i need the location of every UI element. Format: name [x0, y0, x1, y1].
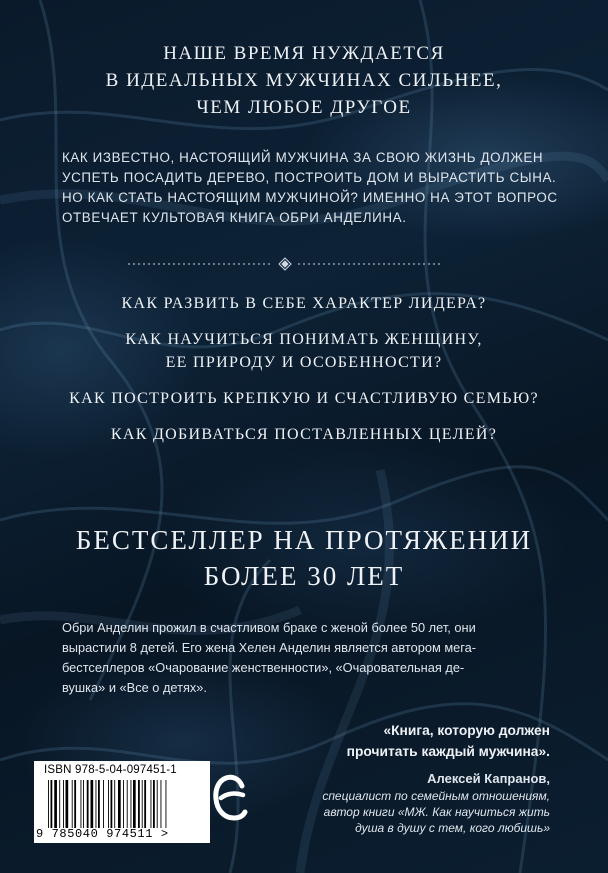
- reviewer-role: специалист по семейным отношениям,: [322, 789, 550, 803]
- bestseller-line: БОЛЕЕ 30 ЛЕТ: [203, 561, 405, 591]
- reviewer-name: Алексей Капранов,: [427, 771, 550, 786]
- review-author: [322, 770, 550, 836]
- headline-line: НАШЕ ВРЕМЯ НУЖДАЕТСЯ: [163, 43, 445, 64]
- ornament-diamond-divider-icon: [0, 256, 608, 272]
- bestseller-line: БЕСТСЕЛЛЕР НА ПРОТЯЖЕНИИ: [75, 525, 533, 555]
- intro-line: НО КАК СТАТЬ НАСТОЯЩИМ МУЖЧИНОЙ? ИМЕННО НА ЭТОТ ВОПРОС: [62, 190, 558, 205]
- headline: [0, 40, 608, 121]
- intro-paragraph: [62, 148, 562, 228]
- questions-list: [0, 292, 608, 459]
- quote-line: прочитать каждый мужчина».: [346, 744, 550, 759]
- bestseller-heading: [0, 522, 608, 594]
- question-line: КАК ПОСТРОИТЬ КРЕПКУЮ И СЧАСТЛИВУЮ СЕМЬЮ?: [69, 390, 539, 407]
- question-line: КАК ДОБИВАТЬСЯ ПОСТАВЛЕННЫХ ЦЕЛЕЙ?: [110, 426, 498, 443]
- headline-line: В ИДЕАЛЬНЫХ МУЖЧИНАХ СИЛЬНЕЕ,: [105, 70, 503, 91]
- question-line: КАК НАУЧИТЬСЯ ПОНИМАТЬ ЖЕНЩИНУ,: [125, 331, 483, 348]
- quote-line: «Книга, которую должен: [383, 723, 550, 738]
- eksmo-e-logo-icon: [212, 772, 248, 826]
- reviewer-role: автор книги «МЖ. Как научиться жить: [323, 805, 550, 819]
- barcode-icon: [46, 780, 206, 828]
- author-paragraph: [62, 618, 556, 698]
- isbn-label: ISBN 978-5-04-097451-1: [44, 764, 177, 776]
- barcode-digits: 9 785040 974511 >: [36, 827, 169, 841]
- author-line: вырастили 8 детей. Его жена Хелен Анделин является автором мега-: [62, 640, 477, 655]
- headline-line: ЧЕМ ЛЮБОЕ ДРУГОЕ: [196, 97, 412, 118]
- question-line: КАК РАЗВИТЬ В СЕБЕ ХАРАКТЕР ЛИДЕРА?: [121, 295, 487, 312]
- isbn-barcode-box: [34, 761, 210, 843]
- reviewer-role: душа в душу с тем, кого любишь»: [355, 821, 550, 835]
- question-item: [0, 292, 608, 315]
- question-item: [0, 387, 608, 410]
- question-line: ЕЕ ПРИРОДУ И ОСОБЕННОСТИ?: [165, 354, 443, 371]
- question-item: [0, 328, 608, 374]
- author-line: бестселлеров «Очарование женственности», «Очаровательная де-: [62, 660, 465, 675]
- intro-line: ОТВЕЧАЕТ КУЛЬТОВАЯ КНИГА ОБРИ АНДЕЛИНА.: [62, 210, 407, 225]
- question-item: [0, 423, 608, 446]
- review-quote: [347, 720, 550, 762]
- intro-line: КАК ИЗВЕСТНО, НАСТОЯЩИЙ МУЖЧИНА ЗА СВОЮ ЖИЗНЬ ДОЛЖЕН: [62, 150, 544, 165]
- intro-line: УСПЕТЬ ПОСАДИТЬ ДЕРЕВО, ПОСТРОИТЬ ДОМ И ВЫРАСТИТЬ СЫНА.: [62, 170, 557, 185]
- author-line: вушка» и «Все о детях».: [62, 680, 207, 695]
- author-line: Обри Анделин прожил в счастливом браке с женой более 50 лет, они: [62, 620, 476, 635]
